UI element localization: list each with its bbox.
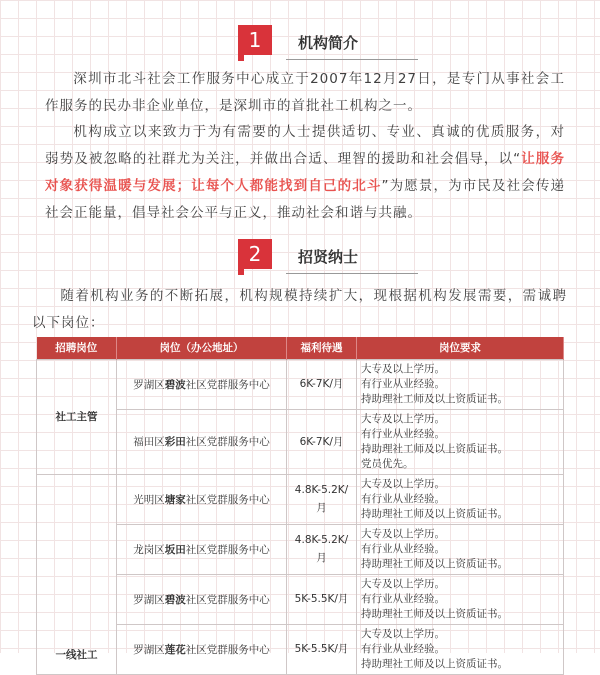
pay-cell: 4.8K-5.2K/月 [287,524,357,574]
requirements-cell: 大专及以上学历。 有行业从业经验。 持助理社工师及以上资质证书。 党员优先。 [357,409,564,474]
recruit-intro: 随着机构业务的不断拓展，机构规模持续扩大，现根据机构发展需要，需诚聘以下岗位： [32,288,567,331]
vision-highlight: 让服务对象获得温暖与发展；让每个人都能找到自己的北斗 [45,151,565,194]
table-header-row [37,337,564,359]
requirements-cell: 大专及以上学历。 有行业从业经验。 持助理社工师及以上资质证书。 [357,624,564,674]
pay-cell: 5K-5.5K/月 [287,574,357,624]
header-pay: 福利待遇 [287,337,357,359]
intro-paragraph-2: 机构成立以来致力于为有需要的人士提供适切、专业、真诚的优质服务，对弱势及被忽略的社群尤为关注，并做出合适、理智的援助和社会倡导，以“让服务对象获得温暖与发展；让每个人都能找到自己的北斗”为愿景，为市民及社会传递社会正能量，倡导社会公平与正义，推动社会和谐与共融。 [45,124,566,221]
pay-cell: 5K-5.5K/月 [287,624,357,674]
location-cell: 罗湖区碧波社区党群服务中心 [117,574,287,624]
location-cell: 福田区彩田社区党群服务中心 [117,409,287,474]
intro-paragraph-1: 深圳市北斗社会工作服务中心成立于2007年12月27日，是专门从事社会工作服务的民办非企业单位，是深圳市的首批社工机构之一。 [45,71,565,114]
header-position: 招聘岗位 [37,337,117,359]
requirements-cell: 大专及以上学历。 有行业从业经验。 持助理社工师及以上资质证书。 [357,574,564,624]
location-cell: 罗湖区莲花社区党群服务中心 [117,624,287,674]
table-row [37,624,564,674]
requirements-cell: 大专及以上学历。 有行业从业经验。 持助理社工师及以上资质证书。 [357,474,564,524]
category-cell: 社工主管 [37,359,117,474]
category-cell: 一线社工 [37,474,117,674]
table-row [37,574,564,624]
section-title: 招贤纳士 [286,246,418,274]
header-requirements: 岗位要求 [357,337,564,359]
jobs-table [36,337,564,675]
pay-cell: 6K-7K/月 [287,409,357,474]
section-title: 机构简介 [286,32,418,60]
table-row [37,359,564,409]
table-row [37,524,564,574]
pay-cell: 4.8K-5.2K/月 [287,474,357,524]
pay-cell: 6K-7K/月 [287,359,357,409]
requirements-cell: 大专及以上学历。 有行业从业经验。 持助理社工师及以上资质证书。 [357,359,564,409]
location-cell: 龙岗区坂田社区党群服务中心 [117,524,287,574]
section-header-intro [238,22,418,58]
section-number: 1 [238,25,272,55]
requirements-cell: 大专及以上学历。 有行业从业经验。 持助理社工师及以上资质证书。 [357,524,564,574]
location-cell: 罗湖区碧波社区党群服务中心 [117,359,287,409]
section-header-recruit [238,236,418,272]
table-row [37,409,564,474]
table-row [37,474,564,524]
location-cell: 光明区塘家社区党群服务中心 [117,474,287,524]
section-number: 2 [238,239,272,269]
header-location: 岗位（办公地址） [117,337,287,359]
